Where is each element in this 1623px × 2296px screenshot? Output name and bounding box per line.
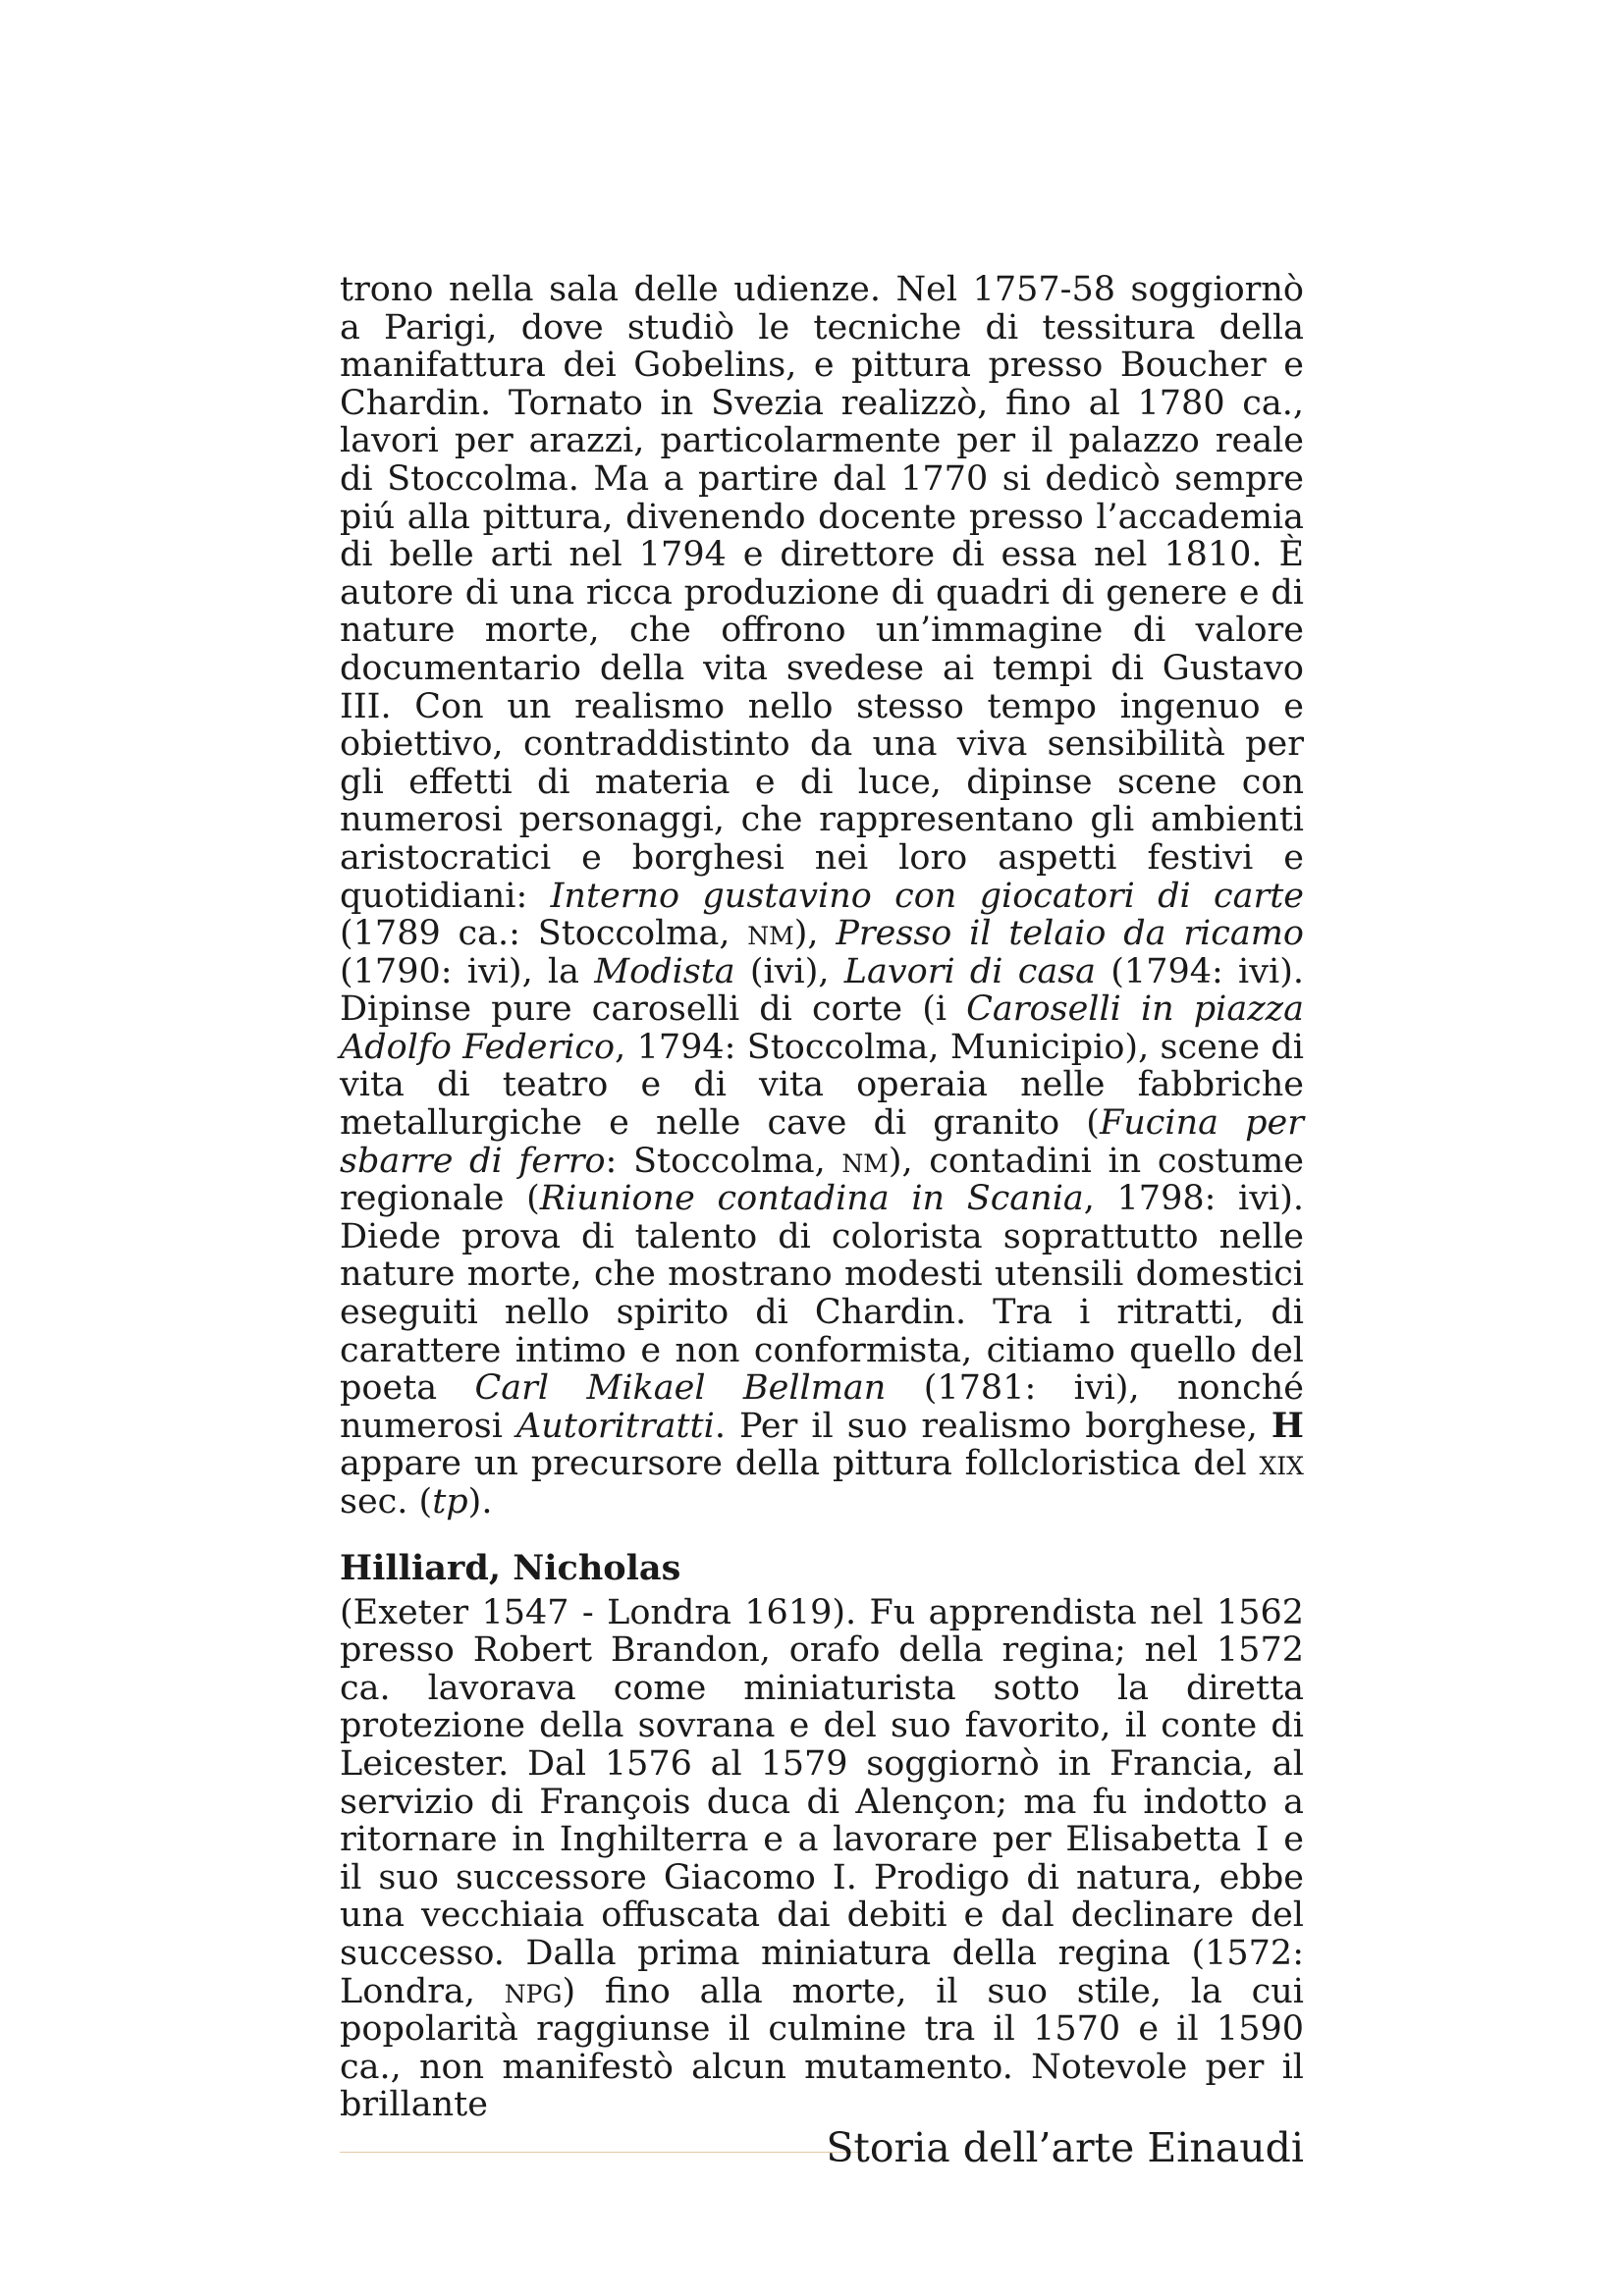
text-run: ). <box>467 1482 493 1522</box>
entry-text-continued <box>340 271 1304 1522</box>
text-run: : Stoccolma, <box>605 1141 826 1181</box>
text-run: (1790: ivi), la <box>340 951 579 991</box>
text-run: , 1794: Stoccolma, Municipio), scene di vita di teatro e di vita operaia nelle fabbriche metallurgiche e nelle cave di granito ( <box>340 1027 1304 1144</box>
artwork-title: Interno gustavino con giocatori di carte <box>550 876 1304 916</box>
entry-heading: Hilliard, Nicholas <box>340 1547 681 1588</box>
text-run: (Exeter 1547 - Londra 1619). Fu apprendista nel 1562 presso Robert Brandon, orafo della regina; nel 1572 ca. lavorava come miniaturista sotto la diretta protezione della sovrana e del suo favorito, il conte di Leicester. Dal 1576 al 1579 soggiornò in Francia, al servizio di François duca di Alençon; ma fu indotto a ritornare in Inghilterra e a lavorare per Elisabetta I e il suo successore Giacomo I. Prodigo di natura, ebbe una vecchiaia offuscata dai debiti e dal declinare del successo. Dalla prima miniatura della regina (1572: Londra, <box>340 1592 1304 2011</box>
page-body <box>340 271 1304 2124</box>
artwork-title: Modista <box>594 951 735 991</box>
text-run: , 1798: ivi). Diede prova di talento di colorista soprattutto nelle nature morte, che mostrano modesti utensili domestici eseguiti nello spirito di Chardin. Tra i ritratti, di carattere intimo e non conformista, citiamo quello del poeta <box>340 1179 1304 1409</box>
text-run: sec. ( <box>340 1482 433 1522</box>
artwork-title: Autoritratti <box>515 1406 715 1446</box>
entry-initial: H <box>1271 1405 1304 1446</box>
artwork-title: Presso il telaio da ricamo <box>836 914 1304 954</box>
page-footer <box>340 2120 1304 2179</box>
text-run: . Per il suo realismo borghese, <box>714 1406 1258 1446</box>
text-run: ), <box>793 914 819 954</box>
text-run: trono nella sala delle udienze. Nel 1757-58 soggiornò a Parigi, dove studiò le tecniche di tessitura della manifattura dei Gobelins, e pittura presso Boucher e Chardin. Tornato in Svezia realizzò, fino al 1780 ca., lavori per arazzi, particolarmente per il palazzo reale di Stoccolma. Ma a partire dal 1770 si dedicò sempre piú alla pittura, divenendo docente presso l’accademia di belle arti nel 1794 e direttore di essa nel 1810. È autore di una ricca produzione di quadri di genere e di nature morte, che offrono un’immagine di valore documentario della vita svedese ai tempi di Gustavo III. Con un realismo nello stesso tempo ingenuo e obiettivo, contraddistinto da una viva sensibilità per gli effetti di materia e di luce, dipinse scene con numerosi personaggi, che rappresentano gli ambienti aristocratici e borghesi nei loro aspetti festivi e quotidiani: <box>340 270 1304 916</box>
artwork-title: Lavori di casa <box>843 951 1097 991</box>
author-initials: tp <box>432 1482 468 1522</box>
artwork-title: Riunione contadina in Scania <box>539 1179 1084 1219</box>
museum-abbreviation: nm <box>747 914 794 954</box>
text-run: ), contadini in costume regionale ( <box>340 1141 1304 1219</box>
entry-text <box>340 1594 1304 2124</box>
text-run: (1781: ivi), nonché numerosi <box>340 1368 1304 1446</box>
footer-book-title: Storia dell’arte Einaudi <box>826 2124 1304 2171</box>
museum-abbreviation: npg <box>504 1971 563 2011</box>
artwork-title: Carl Mikael Bellman <box>474 1368 887 1409</box>
text-run: (1789 ca.: Stoccolma, <box>340 914 730 954</box>
artwork-title: Caroselli in piazza Adolfo Federico <box>340 989 1304 1067</box>
text-run: (1794: ivi). Dipinse pure caroselli di corte (i <box>340 951 1304 1030</box>
museum-abbreviation: nm <box>841 1141 889 1181</box>
text-run: (ivi), <box>749 951 830 991</box>
century-numeral: xix <box>1259 1444 1304 1484</box>
text-run: ) fino alla morte, il suo stile, la cui popolarità raggiunse il culmine tra il 1570 e il 1590 ca., non manifestò alcun mutamento. Notevole per il brillante <box>340 1971 1304 2125</box>
footer-divider <box>340 2152 858 2153</box>
artwork-title: Fucina per sbarre di ferro <box>340 1103 1304 1181</box>
text-run: appare un precursore della pittura follcloristica del <box>340 1444 1247 1484</box>
